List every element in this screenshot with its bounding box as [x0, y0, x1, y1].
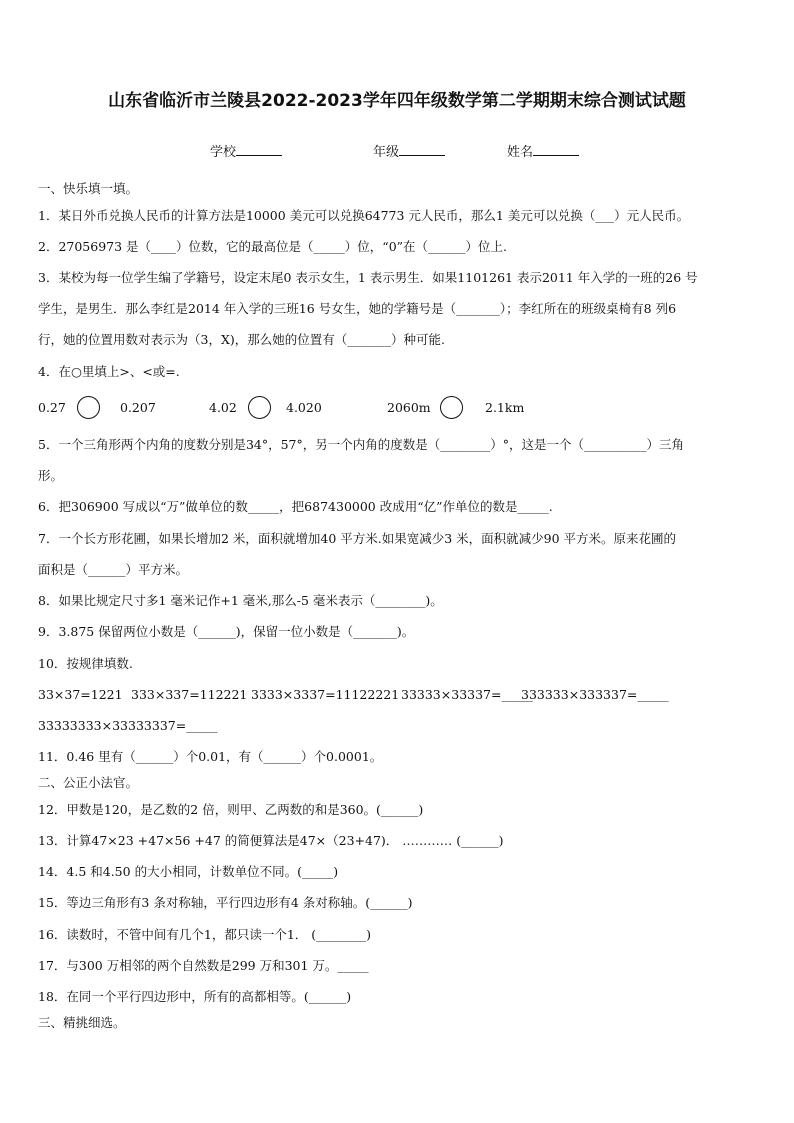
- question-2: 2．27056973 是（____）位数，它的最高位是（_____）位，“0”在（______）位上.: [38, 239, 508, 254]
- compare-a-right: 0.207: [120, 400, 156, 415]
- question-11: 11．0.46 里有（______）个0.01，有（______）个0.0001。: [38, 749, 383, 764]
- question-5-line-1: 5．一个三角形两个内角的度数分别是34°，57°，另一个内角的度数是（________）°，这是一个（__________）三角: [38, 437, 685, 452]
- question-3-line-3: 行，她的位置用数对表示为（3，X)，那么她的位置有（_______）种可能.: [38, 332, 445, 347]
- compare-row: [0, 396, 794, 422]
- compare-circle-a[interactable]: [77, 396, 100, 419]
- question-3-line-2: 学生，是男生．那么李红是2014 年入学的三班16 号女生，她的学籍号是（_______）；李红所在的班级桌椅有8 列6: [38, 301, 677, 316]
- compare-b-left: 4.02: [209, 400, 237, 415]
- grade-field[interactable]: [373, 141, 445, 160]
- compare-b-right: 4.020: [286, 400, 322, 415]
- pattern-4: 33333×33337=_____: [401, 687, 533, 702]
- grade-blank[interactable]: [399, 141, 445, 156]
- grade-label: 年级: [373, 145, 400, 160]
- name-field[interactable]: [507, 141, 579, 160]
- compare-c-right: 2.1km: [485, 400, 525, 415]
- pattern-2: 333×337=112221: [131, 687, 248, 702]
- pattern-6: 33333333×33333337=_____: [38, 718, 218, 733]
- section-2-heading: 二、公正小法官。: [38, 775, 139, 790]
- name-blank[interactable]: [533, 141, 579, 156]
- section-3-heading: 三、精挑细选。: [38, 1015, 126, 1030]
- question-12: 12．甲数是120，是乙数的2 倍，则甲、乙两数的和是360。(______): [38, 802, 424, 817]
- page-title: 山东省临沂市兰陵县2022-2023学年四年级数学第二学期期末综合测试试题: [108, 91, 686, 111]
- question-14: 14．4.5 和4.50 的大小相同，计数单位不同。(_____): [38, 864, 339, 879]
- question-16: 16．读数时，不管中间有几个1，都只读一个1． (________): [38, 927, 372, 942]
- question-10: 10．按规律填数.: [38, 656, 133, 671]
- question-17: 17．与300 万相邻的两个自然数是299 万和301 万。_____: [38, 958, 369, 973]
- school-field[interactable]: [210, 141, 282, 160]
- question-7-line-1: 7．一个长方形花圃，如果长增加2 米，面积就增加40 平方米.如果宽减少3 米，面积就减少90 平方米。原来花圃的: [38, 531, 677, 546]
- question-13: 13．计算47×23 +47×56 +47 的简便算法是47×（23+47)． ………… (______): [38, 833, 504, 848]
- name-label: 姓名: [507, 145, 534, 160]
- question-7-line-2: 面积是（______）平方米。: [38, 562, 189, 577]
- question-9: 9．3.875 保留两位小数是（______)，保留一位小数是（_______)。: [38, 624, 415, 639]
- compare-circle-b[interactable]: [248, 396, 271, 419]
- question-18: 18．在同一个平行四边形中，所有的高都相等。(______): [38, 989, 352, 1004]
- compare-circle-c[interactable]: [440, 396, 463, 419]
- school-blank[interactable]: [236, 141, 282, 156]
- school-label: 学校: [210, 145, 237, 160]
- question-1: 1．某日外币兑换人民币的计算方法是10000 美元可以兑换64773 元人民币，那么1 美元可以兑换（___）元人民币。: [38, 208, 690, 223]
- pattern-5: 333333×333337=_____: [521, 687, 669, 702]
- compare-a-left: 0.27: [38, 400, 66, 415]
- section-1-heading: 一、快乐填一填。: [38, 181, 139, 196]
- question-4: 4．在○里填上>、<或=.: [38, 364, 180, 379]
- question-8: 8．如果比规定尺寸多1 毫米记作+1 毫米,那么-5 毫米表示（________)。: [38, 593, 443, 608]
- question-3-line-1: 3．某校为每一位学生编了学籍号，设定末尾0 表示女生，1 表示男生．如果1101261 表示2011 年入学的一班的26 号: [38, 270, 698, 285]
- question-15: 15．等边三角形有3 条对称轴，平行四边形有4 条对称轴。(______): [38, 895, 413, 910]
- pattern-3: 3333×3337=11122221: [251, 687, 400, 702]
- compare-c-left: 2060m: [387, 400, 431, 415]
- student-info-row: [0, 141, 794, 161]
- question-6: 6．把306900 写成以“万”做单位的数_____，把687430000 改成用“亿”作单位的数是_____.: [38, 499, 553, 514]
- question-5-line-2: 形。: [38, 468, 64, 483]
- pattern-1: 33×37=1221: [38, 687, 123, 702]
